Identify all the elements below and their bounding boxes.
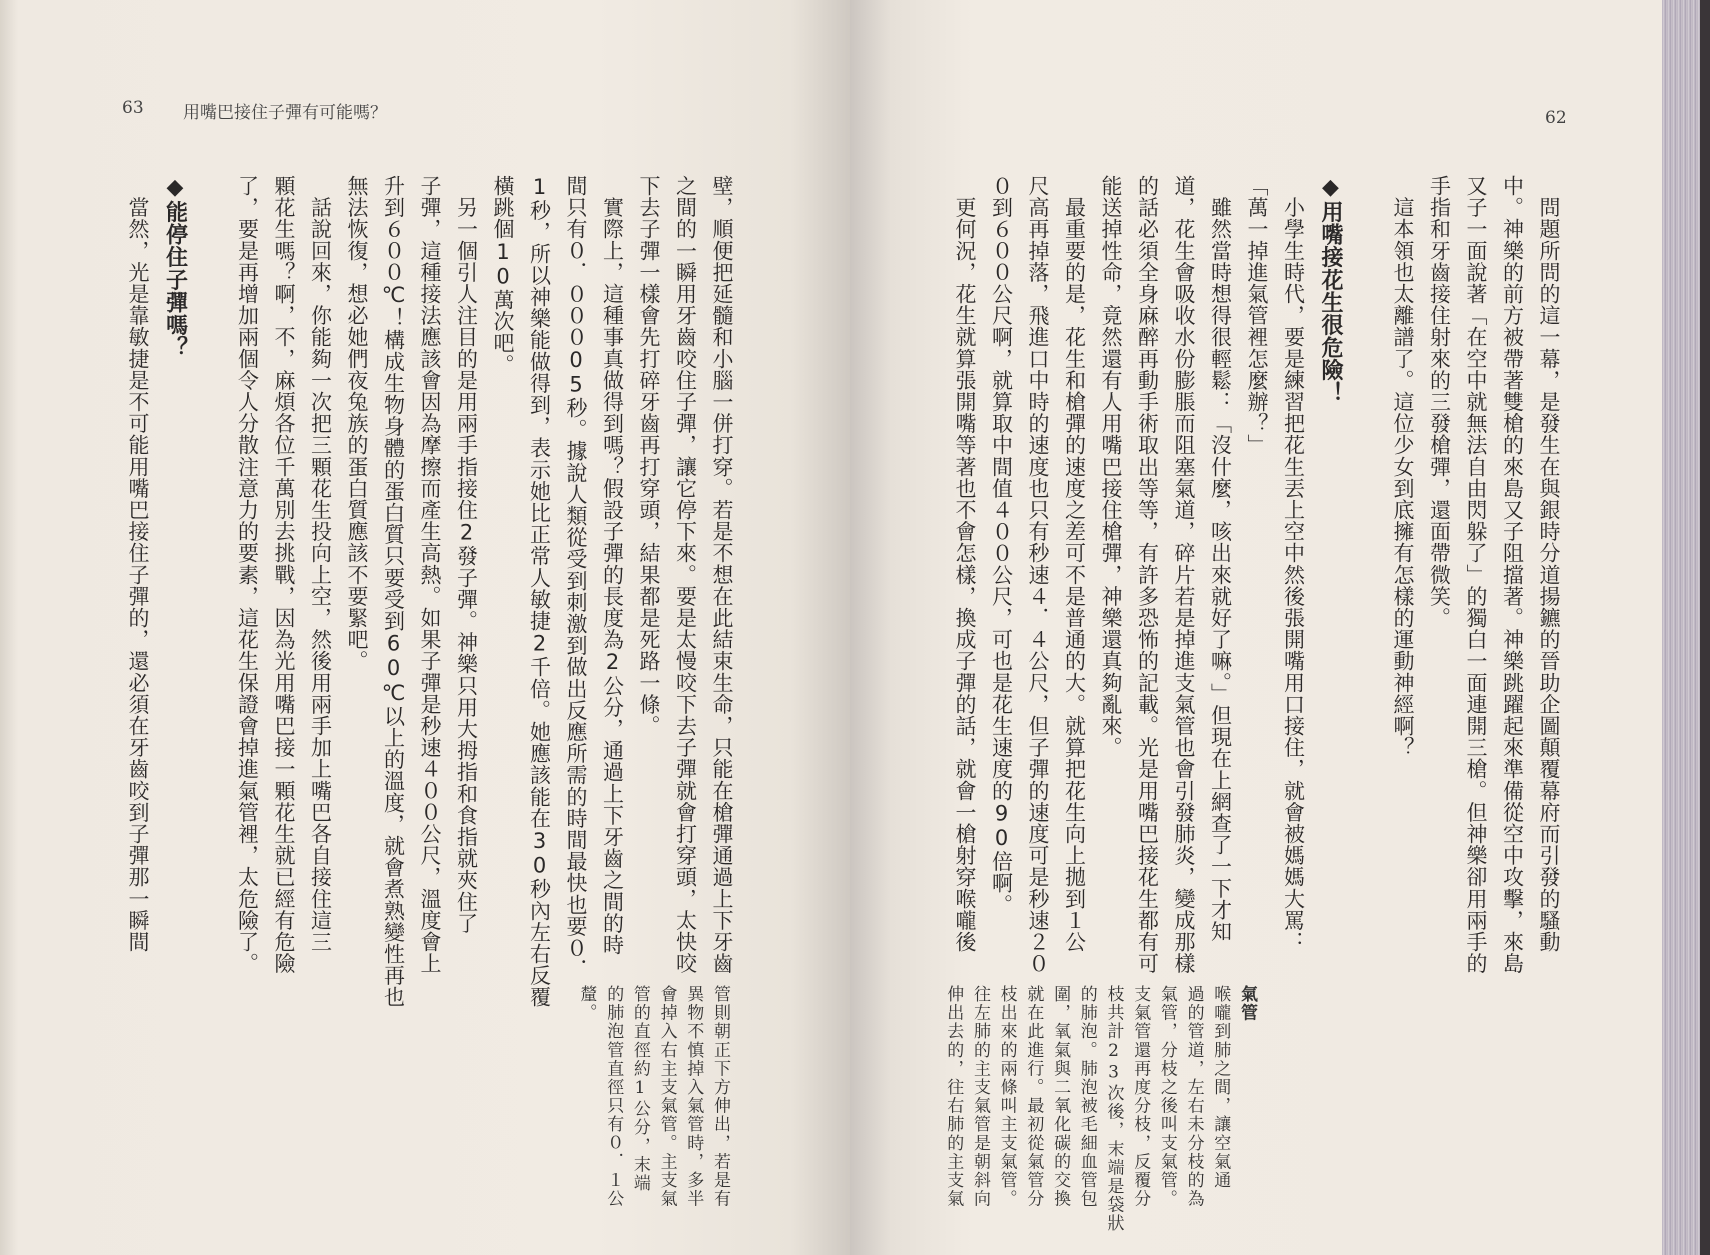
left-page-footnote — [573, 985, 733, 1208]
footnote-line: 的肺泡。肺泡被毛細血管包 — [1076, 985, 1097, 1209]
text-line: 最重要的是，花生和槍彈的速度之差可不是普通的大。就算把花生向上拋到１公 — [1062, 175, 1087, 953]
text-line: 問題所問的這一幕，是發生在與銀時分道揚鑣的晉助企圖顛覆幕府而引發的騷動 — [1537, 175, 1561, 953]
text-line: 了，要是再增加兩個令人分散注意力的要素，這花生保證會掉進氣管裡，太危險了。 — [235, 175, 260, 975]
running-title: 用嘴巴接住子彈有可能嗎？ — [183, 103, 387, 123]
footnote-line: 氣管，分枝之後叫支氣管。 — [1156, 985, 1177, 1209]
text-line: 手指和牙齒接住射來的三發槍彈，還面帶微笑。 — [1427, 175, 1452, 629]
text-line: 另一個引人注目的是用兩手指接住2發子彈。神樂只用大拇指和食指就夾住了 — [454, 175, 479, 934]
footnote-line: 管則朝正下方伸出，若是有 — [710, 985, 730, 1209]
footnote-line: 會掉入右主支氣管。主支氣 — [656, 985, 677, 1209]
text-line: 話說回來，你能夠一次把三顆花生投向上空，然後用兩手加上嘴巴各自接住這三 — [308, 175, 333, 953]
page-number: 63 — [122, 98, 144, 118]
text-line: 道，花生會吸收水份膨脹而阻塞氣道，碎片若是掉進支氣管也會引發肺炎，變成那樣 — [1172, 175, 1196, 975]
text-line: 當然，光是靠敏捷是不可能用嘴巴接住子彈的，還必須在牙齒咬到子彈那一瞬間 — [126, 175, 150, 953]
right-page-body — [947, 175, 1568, 974]
footnote-line: 的肺泡管直徑只有０．１公 — [603, 985, 624, 1209]
text-line: 間只有０．０００05秒。據說人類從受到刺激到做出反應所需的時間最快也要０． — [564, 175, 588, 981]
left-page-body — [120, 175, 741, 1008]
footnote-line: 釐。 — [576, 985, 597, 1023]
footnote-line: 伸出去的，往右肺的主支氣 — [943, 985, 964, 1209]
paragraph-gap — [193, 175, 230, 1008]
footnote-line: 往左肺的主支氣管是朝斜向 — [969, 985, 990, 1209]
footnote-line: 枝共計23次後，末端是袋狀 — [1103, 985, 1124, 1233]
footnote-line: 圍，氧氣與二氧化碳的交換 — [1050, 985, 1071, 1209]
footnote-line: 異物不慎掉入氣管時，多半 — [683, 985, 704, 1209]
text-line: 壁，順便把延髓和小腦一併打穿。若是不想在此結束生命，只能在槍彈通過上下牙齒 — [710, 175, 734, 975]
footnote-line: 管的直徑約1公分，末端 — [629, 985, 650, 1193]
text-line: 這本領也太離譜了。這位少女到底擁有怎樣的運動神經啊？ — [1391, 175, 1415, 759]
text-line: 能送掉性命，竟然還有人用嘴巴接住槍彈，神樂還真夠亂來。 — [1099, 175, 1123, 759]
right-page-footnote — [940, 985, 1260, 1233]
text-line: 下去子彈一樣會先打碎牙齒再打穿頭，結果都是死路一條。 — [637, 175, 661, 737]
section-heading: ◆能停住子彈嗎？ — [162, 175, 188, 359]
text-line: 雖然當時想得很輕鬆：「沒什麼，咳出來就好了嘛。」但現在上網查了一下才知 — [1208, 175, 1233, 943]
text-line: 中。神樂的前方被帶著雙槍的來島又子阻擋著。神樂跳躍起來準備從空中攻擊，來島 — [1500, 175, 1525, 975]
text-line: 更何況，花生就算張開嘴等著也不會怎樣，換成子彈的話，就會一槍射穿喉嚨後 — [953, 175, 977, 953]
text-line: 的話必須全身麻醉再動手術取出等等，有許多恐怖的記載。光是用嘴巴接花生都有可 — [1135, 175, 1160, 975]
text-line: 之間的一瞬用牙齒咬住子彈，讓它停下來。要是太慢咬下去子彈就會打穿頭，太快咬 — [673, 175, 698, 975]
footnote-line: 枝出來的兩條叫主支氣管。 — [996, 985, 1017, 1209]
text-line: 無法恢復，想必她們夜兔族的蛋白質應該不要緊吧。 — [345, 175, 369, 672]
book-page-edges — [1662, 0, 1710, 1255]
footnote-line: 就在此進行。最初從氣管分 — [1023, 985, 1044, 1209]
text-line: 升到６００℃！構成生物身體的蛋白質只要受到60℃以上的溫度，就會煮熟變性再也 — [381, 175, 406, 1008]
text-line: 1秒，所以神樂能做得到，表示她比正常人敏捷2千倍。她應該能在30秒內左右反覆 — [527, 175, 552, 1008]
footnote-line: 喉嚨到肺之間，讓空氣通 — [1210, 985, 1231, 1190]
text-line: 又子一面說著「在空中就無法自由閃躲了」的獨白一面連開三槍。但神樂卻用兩手的 — [1464, 175, 1488, 975]
text-line: 橫跳個10萬次吧。 — [491, 175, 515, 376]
footnote-line: 過的管道，左右未分枝的為 — [1183, 985, 1204, 1209]
footnote-title: 氣管 — [1237, 985, 1257, 1023]
text-line: ０到６００公尺啊，就算取中間值４００公尺，可也是花生速度的90倍啊。 — [989, 175, 1014, 916]
text-line: 子彈，這種接法應該會因為摩擦而產生高熱。如果子彈是秒速４００公尺，溫度會上 — [418, 175, 442, 975]
text-line: 顆花生嗎？啊，不，麻煩各位千萬別去挑戰，因為光用嘴巴接一顆花生就已經有危險 — [272, 175, 296, 975]
footnote-line: 支氣管還再度分枝，反覆分 — [1130, 985, 1151, 1209]
text-line: 「萬一掉進氣管裡怎麼辦？」 — [1245, 175, 1269, 456]
section-heading: ◆用嘴接花生很危險！ — [1318, 175, 1343, 404]
paragraph-gap — [1348, 175, 1385, 974]
text-line: 小學生時代，要是練習把花生丟上空中然後張開嘴用口接住，就會被媽媽大罵： — [1281, 175, 1306, 953]
page-number: 62 — [1545, 108, 1567, 128]
text-line: 實際上，這種事真做得到嗎？假設子彈的長度為2公分，通過上下牙齒之間的時 — [600, 175, 625, 956]
text-line: 尺高再掉落，飛進口中時的速度也只有秒速４．４公尺，但子彈的速度可是秒速２０ — [1026, 175, 1050, 975]
